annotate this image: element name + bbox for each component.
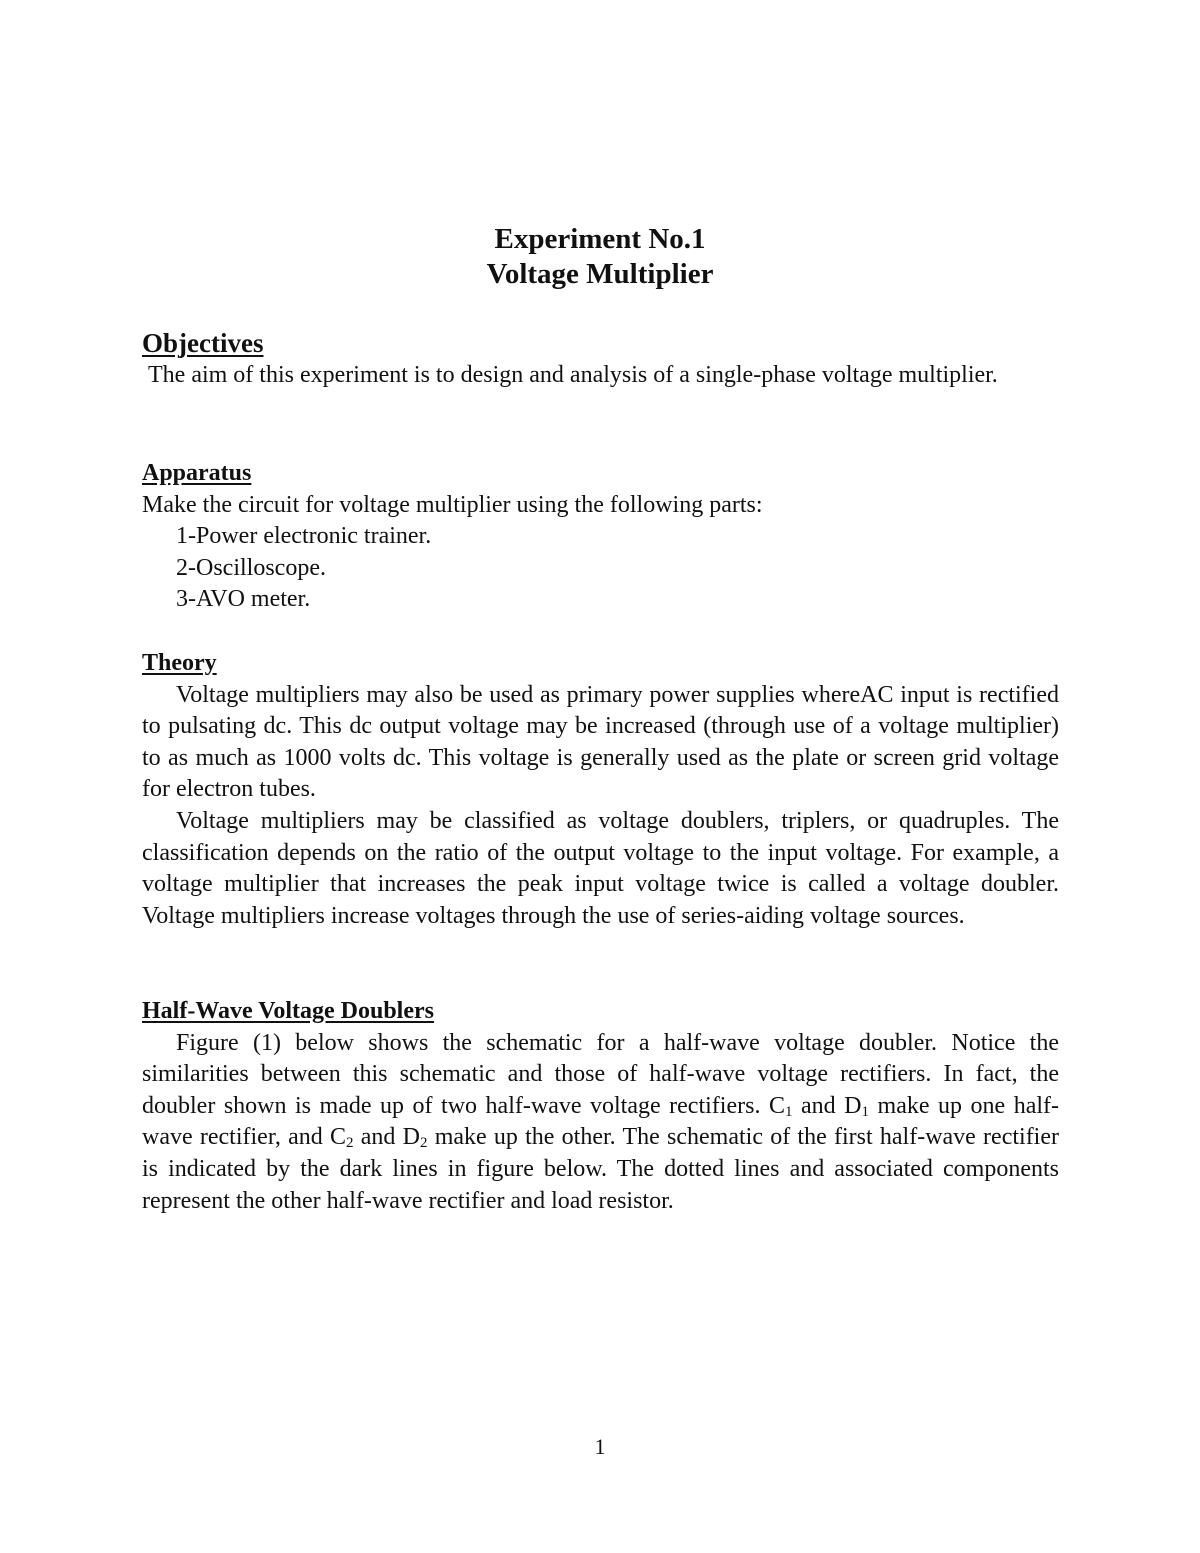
half-wave-paragraph: Figure (1) below shows the schematic for a half-wave voltage doubler. Notice the similarities between this schematic and those of half-wave voltage rectifiers. In fact, the doubler shown is made up of two half-wave voltage rectifiers. $C_1$ and $D_1$ make up one half-wave rectifier, and $C_2$ and $D_2$ make up the other. The schematic of the first half-wave rectifier is indicated by the dark lines in figure below. The dotted lines and associated components represent the other half-wave rectifier and load resistor. xyxy=(142,1029,1060,1214)
theory-heading: Theory xyxy=(142,650,217,676)
half-wave-text-a: Figure (1) below shows the schematic for a half-wave voltage doubler. Notice the similarities between this schematic and those of half-wave voltage rectifiers. In fact, the doubler shown is made up of two half-wave voltage rectifiers. xyxy=(142,1029,1059,1119)
d2-symbol: $D_2$ xyxy=(402,1124,428,1152)
list-item: 3-AVO meter. xyxy=(176,586,311,613)
theory-paragraph-1: Voltage multipliers may also be used as primary power supplies whereAC input is rectified to pulsating dc. This dc output voltage may be increased (through use of a voltage multiplier) to as much as 1000 volts dc. This voltage is generally used as the plate or screen grid voltage for electron tubes. xyxy=(142,681,1059,803)
page-number: 1 xyxy=(594,1434,606,1459)
half-wave-text-b: make up one half-wave rectifier, and xyxy=(142,1092,1060,1151)
theory-section xyxy=(142,648,1059,932)
apparatus-list xyxy=(142,521,1059,616)
list-item: 1-Power electronic trainer. xyxy=(176,523,432,550)
objectives-section xyxy=(142,328,1059,391)
d1-symbol: $D_1$ xyxy=(844,1092,870,1120)
objectives-heading: Objectives xyxy=(142,328,264,358)
title-block xyxy=(0,222,1200,292)
apparatus-section xyxy=(142,458,1059,616)
theory-paragraph-2: Voltage multipliers may be classified as voltage doublers, triplers, or quadruples. The classification depends on the ratio of the output voltage to the input voltage. For example, a voltage multiplier that increases the peak input voltage twice is called a voltage doubler. Voltage multipliers increase voltages through the use of series-aiding voltage sources. xyxy=(142,807,1059,929)
list-item: 2-Oscilloscope. xyxy=(176,554,326,581)
half-wave-text-c: make up the other. The schematic of the first half-wave rectifier is indicated by the dark lines in figure below. The dotted lines and associated components represent the other half-wave rectifier and load resistor. xyxy=(142,1124,1059,1214)
experiment-title: Voltage Multiplier xyxy=(486,258,714,290)
half-wave-heading: Half-Wave Voltage Doublers xyxy=(142,998,434,1024)
half-wave-section xyxy=(142,996,1059,1217)
experiment-number: Experiment No.1 xyxy=(494,223,706,255)
apparatus-heading: Apparatus xyxy=(142,460,252,486)
c1-symbol: $C_1$ xyxy=(768,1092,793,1120)
apparatus-intro: Make the circuit for voltage multiplier using the following parts: xyxy=(142,491,763,518)
objectives-text: The aim of this experiment is to design and analysis of a single-phase voltage multiplier. xyxy=(148,361,998,388)
c2-symbol: $C_2$ xyxy=(329,1124,354,1152)
